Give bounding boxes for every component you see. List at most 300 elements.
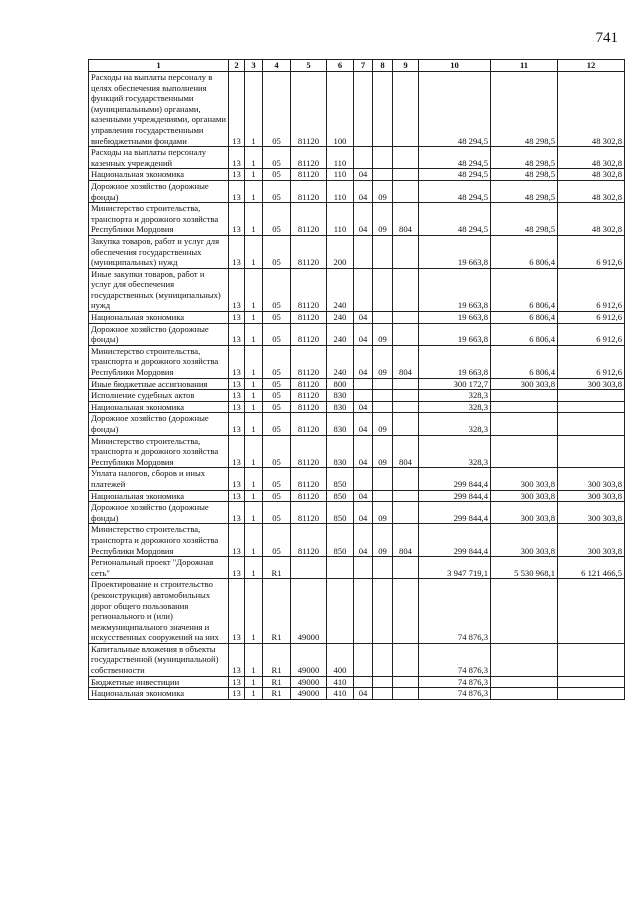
amount-cell xyxy=(491,643,558,676)
code-cell: 81120 xyxy=(291,169,327,181)
code-cell: 81120 xyxy=(291,401,327,413)
amount-cell: 300 172,7 xyxy=(419,378,491,390)
code-cell xyxy=(393,468,419,490)
amount-cell: 48 298,5 xyxy=(491,169,558,181)
code-cell: 81120 xyxy=(291,180,327,202)
code-cell: 830 xyxy=(327,390,354,402)
code-cell: 05 xyxy=(263,169,291,181)
code-cell: 850 xyxy=(327,524,354,557)
amount-cell: 300 303,8 xyxy=(491,524,558,557)
header-cell: 6 xyxy=(327,60,354,72)
amount-cell: 300 303,8 xyxy=(491,490,558,502)
code-cell xyxy=(393,323,419,345)
code-cell: R1 xyxy=(263,676,291,688)
code-cell: 05 xyxy=(263,468,291,490)
code-cell xyxy=(354,643,373,676)
code-cell: 05 xyxy=(263,323,291,345)
code-cell: 81120 xyxy=(291,490,327,502)
header-cell: 4 xyxy=(263,60,291,72)
code-cell: 04 xyxy=(354,323,373,345)
code-cell: 200 xyxy=(327,235,354,268)
amount-cell: 300 303,8 xyxy=(491,502,558,524)
code-cell: 49000 xyxy=(291,579,327,644)
code-cell: 81120 xyxy=(291,468,327,490)
code-cell: 04 xyxy=(354,435,373,468)
code-cell: 13 xyxy=(229,169,245,181)
table-row xyxy=(89,268,625,311)
row-label: Министерство строительства, транспорта и дорожного хозяйства Республики Мордовия xyxy=(89,524,229,557)
row-label: Министерство строительства, транспорта и дорожного хозяйства Республики Мордовия xyxy=(89,435,229,468)
code-cell xyxy=(393,378,419,390)
code-cell: 1 xyxy=(245,579,263,644)
code-cell: 830 xyxy=(327,435,354,468)
code-cell: 09 xyxy=(373,203,393,236)
code-cell: 81120 xyxy=(291,502,327,524)
table-row xyxy=(89,235,625,268)
code-cell: 804 xyxy=(393,345,419,378)
code-cell xyxy=(373,390,393,402)
code-cell: 1 xyxy=(245,268,263,311)
code-cell: 1 xyxy=(245,401,263,413)
table-row xyxy=(89,323,625,345)
code-cell: 49000 xyxy=(291,643,327,676)
code-cell: 05 xyxy=(263,390,291,402)
table-row xyxy=(89,390,625,402)
table-row xyxy=(89,378,625,390)
code-cell: 1 xyxy=(245,147,263,169)
code-cell: 800 xyxy=(327,378,354,390)
code-cell: 13 xyxy=(229,72,245,147)
code-cell xyxy=(354,557,373,579)
code-cell: 1 xyxy=(245,203,263,236)
code-cell: 09 xyxy=(373,502,393,524)
code-cell: 04 xyxy=(354,524,373,557)
code-cell: 04 xyxy=(354,490,373,502)
code-cell: 05 xyxy=(263,147,291,169)
amount-cell xyxy=(558,413,625,435)
code-cell: 49000 xyxy=(291,688,327,700)
table-row xyxy=(89,502,625,524)
amount-cell: 19 663,8 xyxy=(419,235,491,268)
header-row xyxy=(89,60,625,72)
code-cell: 830 xyxy=(327,413,354,435)
amount-cell: 74 876,3 xyxy=(419,688,491,700)
row-label: Национальная экономика xyxy=(89,688,229,700)
code-cell: 05 xyxy=(263,268,291,311)
amount-cell: 300 303,8 xyxy=(491,378,558,390)
code-cell: 1 xyxy=(245,557,263,579)
code-cell xyxy=(393,676,419,688)
code-cell xyxy=(393,413,419,435)
amount-cell: 299 844,4 xyxy=(419,468,491,490)
amount-cell: 48 302,8 xyxy=(558,203,625,236)
code-cell: 13 xyxy=(229,579,245,644)
code-cell: 05 xyxy=(263,235,291,268)
code-cell xyxy=(373,72,393,147)
amount-cell: 48 302,8 xyxy=(558,180,625,202)
code-cell: 13 xyxy=(229,502,245,524)
code-cell: 1 xyxy=(245,323,263,345)
code-cell: R1 xyxy=(263,557,291,579)
header-cell: 9 xyxy=(393,60,419,72)
code-cell: 13 xyxy=(229,468,245,490)
code-cell xyxy=(373,401,393,413)
code-cell: 110 xyxy=(327,147,354,169)
amount-cell: 48 302,8 xyxy=(558,169,625,181)
code-cell: 1 xyxy=(245,345,263,378)
row-label: Уплата налогов, сборов и иных платежей xyxy=(89,468,229,490)
code-cell xyxy=(373,378,393,390)
code-cell: 81120 xyxy=(291,378,327,390)
row-label: Дорожное хозяйство (дорожные фонды) xyxy=(89,502,229,524)
code-cell: 1 xyxy=(245,688,263,700)
code-cell: 13 xyxy=(229,323,245,345)
budget-table xyxy=(88,59,625,700)
code-cell: 804 xyxy=(393,435,419,468)
code-cell: 05 xyxy=(263,378,291,390)
code-cell: R1 xyxy=(263,688,291,700)
header-cell: 12 xyxy=(558,60,625,72)
code-cell: 13 xyxy=(229,490,245,502)
amount-cell: 300 303,8 xyxy=(558,378,625,390)
code-cell xyxy=(393,579,419,644)
amount-cell xyxy=(491,676,558,688)
amount-cell: 74 876,3 xyxy=(419,643,491,676)
code-cell: R1 xyxy=(263,579,291,644)
header-cell: 7 xyxy=(354,60,373,72)
row-label: Бюджетные инвестиции xyxy=(89,676,229,688)
amount-cell xyxy=(558,643,625,676)
code-cell: 81120 xyxy=(291,72,327,147)
header-cell: 10 xyxy=(419,60,491,72)
code-cell: 110 xyxy=(327,180,354,202)
header-cell: 2 xyxy=(229,60,245,72)
table-row xyxy=(89,524,625,557)
code-cell xyxy=(354,468,373,490)
code-cell: 04 xyxy=(354,169,373,181)
amount-cell xyxy=(558,390,625,402)
code-cell: 05 xyxy=(263,312,291,324)
amount-cell: 48 298,5 xyxy=(491,147,558,169)
amount-cell: 300 303,8 xyxy=(491,468,558,490)
row-label: Национальная экономика xyxy=(89,401,229,413)
amount-cell: 328,3 xyxy=(419,390,491,402)
code-cell: 1 xyxy=(245,502,263,524)
code-cell: 13 xyxy=(229,268,245,311)
table-row xyxy=(89,557,625,579)
amount-cell xyxy=(491,401,558,413)
code-cell: 05 xyxy=(263,180,291,202)
code-cell xyxy=(393,147,419,169)
table-row xyxy=(89,676,625,688)
code-cell xyxy=(373,557,393,579)
amount-cell: 299 844,4 xyxy=(419,524,491,557)
header-cell: 11 xyxy=(491,60,558,72)
code-cell: 1 xyxy=(245,378,263,390)
row-label: Исполнение судебных актов xyxy=(89,390,229,402)
table-row xyxy=(89,490,625,502)
code-cell: 05 xyxy=(263,401,291,413)
row-label: Закупка товаров, работ и услуг для обеспечения государственных (муниципальных) нужд xyxy=(89,235,229,268)
code-cell: 1 xyxy=(245,413,263,435)
table-row xyxy=(89,169,625,181)
amount-cell: 6 806,4 xyxy=(491,345,558,378)
code-cell: 13 xyxy=(229,688,245,700)
amount-cell: 48 298,5 xyxy=(491,72,558,147)
code-cell xyxy=(354,147,373,169)
code-cell: 09 xyxy=(373,323,393,345)
code-cell: 09 xyxy=(373,180,393,202)
code-cell: 1 xyxy=(245,490,263,502)
row-label: Капитальные вложения в объекты государственной (муниципальной) собственности xyxy=(89,643,229,676)
header-cell: 3 xyxy=(245,60,263,72)
code-cell xyxy=(291,557,327,579)
code-cell: 04 xyxy=(354,413,373,435)
row-label: Национальная экономика xyxy=(89,169,229,181)
amount-cell: 6 912,6 xyxy=(558,268,625,311)
amount-cell: 48 294,5 xyxy=(419,203,491,236)
amount-cell xyxy=(558,401,625,413)
code-cell: 240 xyxy=(327,345,354,378)
code-cell: 13 xyxy=(229,378,245,390)
amount-cell xyxy=(491,579,558,644)
code-cell xyxy=(393,180,419,202)
amount-cell: 6 912,6 xyxy=(558,312,625,324)
table-row xyxy=(89,203,625,236)
code-cell: 04 xyxy=(354,203,373,236)
code-cell: 850 xyxy=(327,502,354,524)
row-label: Расходы на выплаты персоналу казенных учреждений xyxy=(89,147,229,169)
code-cell xyxy=(393,235,419,268)
code-cell: 09 xyxy=(373,345,393,378)
amount-cell: 300 303,8 xyxy=(558,502,625,524)
code-cell xyxy=(354,378,373,390)
code-cell xyxy=(373,268,393,311)
code-cell xyxy=(354,72,373,147)
code-cell xyxy=(373,643,393,676)
code-cell: 05 xyxy=(263,345,291,378)
amount-cell: 48 302,8 xyxy=(558,72,625,147)
amount-cell: 48 294,5 xyxy=(419,180,491,202)
amount-cell: 6 912,6 xyxy=(558,235,625,268)
code-cell: 1 xyxy=(245,72,263,147)
header-cell: 5 xyxy=(291,60,327,72)
code-cell xyxy=(354,235,373,268)
code-cell: 13 xyxy=(229,413,245,435)
code-cell: 1 xyxy=(245,180,263,202)
amount-cell: 6 912,6 xyxy=(558,345,625,378)
code-cell: 13 xyxy=(229,312,245,324)
code-cell xyxy=(373,147,393,169)
code-cell: 240 xyxy=(327,323,354,345)
code-cell: 13 xyxy=(229,401,245,413)
row-label: Иные закупки товаров, работ и услуг для обеспечения государственных (муниципальных) нужд xyxy=(89,268,229,311)
row-label: Национальная экономика xyxy=(89,312,229,324)
code-cell xyxy=(373,468,393,490)
code-cell: 400 xyxy=(327,643,354,676)
code-cell: 13 xyxy=(229,435,245,468)
code-cell xyxy=(373,579,393,644)
code-cell xyxy=(354,390,373,402)
amount-cell xyxy=(491,390,558,402)
amount-cell: 5 530 968,1 xyxy=(491,557,558,579)
table-row xyxy=(89,579,625,644)
amount-cell: 74 876,3 xyxy=(419,676,491,688)
amount-cell: 6 806,4 xyxy=(491,268,558,311)
code-cell: 13 xyxy=(229,203,245,236)
code-cell xyxy=(327,557,354,579)
page-number: 741 xyxy=(595,30,618,46)
amount-cell: 48 294,5 xyxy=(419,147,491,169)
code-cell: 05 xyxy=(263,502,291,524)
code-cell: 1 xyxy=(245,390,263,402)
code-cell: 804 xyxy=(393,203,419,236)
amount-cell xyxy=(491,435,558,468)
code-cell xyxy=(393,268,419,311)
amount-cell: 299 844,4 xyxy=(419,502,491,524)
row-label: Проектирование и строительство (реконструкция) автомобильных дорог общего пользования регионального и (или) межмуниципального значения и искусственных сооружений на них xyxy=(89,579,229,644)
table-row xyxy=(89,643,625,676)
table-row xyxy=(89,180,625,202)
code-cell xyxy=(393,643,419,676)
code-cell xyxy=(393,401,419,413)
amount-cell: 6 806,4 xyxy=(491,312,558,324)
amount-cell: 74 876,3 xyxy=(419,579,491,644)
amount-cell: 19 663,8 xyxy=(419,345,491,378)
row-label: Национальная экономика xyxy=(89,490,229,502)
table-row xyxy=(89,147,625,169)
code-cell: 09 xyxy=(373,435,393,468)
code-cell: 05 xyxy=(263,203,291,236)
row-label: Региональный проект "Дорожная сеть" xyxy=(89,557,229,579)
amount-cell: 3 947 719,1 xyxy=(419,557,491,579)
amount-cell: 6 121 466,5 xyxy=(558,557,625,579)
code-cell: 1 xyxy=(245,312,263,324)
row-label: Дорожное хозяйство (дорожные фонды) xyxy=(89,180,229,202)
code-cell: 04 xyxy=(354,688,373,700)
code-cell: 81120 xyxy=(291,235,327,268)
row-label: Расходы на выплаты персоналу в целях обеспечения выполнения функций государственными (муниципальными) органами, казенными учреждениями, органами управления государственными внебюджетными фондами xyxy=(89,72,229,147)
amount-cell: 48 302,8 xyxy=(558,147,625,169)
amount-cell: 300 303,8 xyxy=(558,524,625,557)
code-cell xyxy=(373,312,393,324)
code-cell xyxy=(393,688,419,700)
code-cell: 05 xyxy=(263,524,291,557)
code-cell: 09 xyxy=(373,524,393,557)
code-cell xyxy=(354,268,373,311)
code-cell: 13 xyxy=(229,147,245,169)
code-cell: 240 xyxy=(327,268,354,311)
code-cell: 04 xyxy=(354,401,373,413)
code-cell xyxy=(393,490,419,502)
amount-cell: 48 298,5 xyxy=(491,180,558,202)
code-cell: 81120 xyxy=(291,323,327,345)
code-cell: 05 xyxy=(263,435,291,468)
amount-cell: 48 294,5 xyxy=(419,169,491,181)
code-cell: 13 xyxy=(229,345,245,378)
amount-cell: 48 298,5 xyxy=(491,203,558,236)
code-cell xyxy=(373,676,393,688)
code-cell xyxy=(373,235,393,268)
code-cell: 04 xyxy=(354,312,373,324)
row-label: Министерство строительства, транспорта и дорожного хозяйства Республики Мордовия xyxy=(89,203,229,236)
code-cell: 81120 xyxy=(291,345,327,378)
amount-cell: 299 844,4 xyxy=(419,490,491,502)
row-label: Министерство строительства, транспорта и дорожного хозяйства Республики Мордовия xyxy=(89,345,229,378)
code-cell: 05 xyxy=(263,490,291,502)
code-cell: 1 xyxy=(245,524,263,557)
code-cell: 04 xyxy=(354,345,373,378)
table-row xyxy=(89,401,625,413)
code-cell: 13 xyxy=(229,235,245,268)
code-cell: 1 xyxy=(245,676,263,688)
code-cell xyxy=(393,312,419,324)
amount-cell xyxy=(558,579,625,644)
code-cell: 830 xyxy=(327,401,354,413)
code-cell: 110 xyxy=(327,203,354,236)
code-cell xyxy=(393,502,419,524)
code-cell: 13 xyxy=(229,557,245,579)
amount-cell: 6 912,6 xyxy=(558,323,625,345)
amount-cell xyxy=(491,688,558,700)
row-label: Дорожное хозяйство (дорожные фонды) xyxy=(89,413,229,435)
amount-cell xyxy=(558,688,625,700)
amount-cell: 300 303,8 xyxy=(558,490,625,502)
code-cell xyxy=(393,169,419,181)
amount-cell: 328,3 xyxy=(419,401,491,413)
table-row xyxy=(89,688,625,700)
code-cell xyxy=(393,557,419,579)
code-cell: 49000 xyxy=(291,676,327,688)
code-cell: 81120 xyxy=(291,435,327,468)
code-cell: 100 xyxy=(327,72,354,147)
code-cell: 81120 xyxy=(291,268,327,311)
amount-cell xyxy=(558,676,625,688)
code-cell xyxy=(393,390,419,402)
code-cell xyxy=(373,169,393,181)
code-cell: 1 xyxy=(245,435,263,468)
amount-cell: 328,3 xyxy=(419,435,491,468)
amount-cell xyxy=(491,413,558,435)
code-cell: 804 xyxy=(393,524,419,557)
code-cell: 1 xyxy=(245,468,263,490)
amount-cell: 19 663,8 xyxy=(419,323,491,345)
code-cell: 05 xyxy=(263,72,291,147)
code-cell: 13 xyxy=(229,676,245,688)
amount-cell: 48 294,5 xyxy=(419,72,491,147)
amount-cell: 19 663,8 xyxy=(419,268,491,311)
code-cell: 81120 xyxy=(291,390,327,402)
code-cell: 110 xyxy=(327,169,354,181)
code-cell: 81120 xyxy=(291,524,327,557)
code-cell: 05 xyxy=(263,413,291,435)
code-cell: 850 xyxy=(327,468,354,490)
code-cell: 13 xyxy=(229,524,245,557)
code-cell: 81120 xyxy=(291,312,327,324)
row-label: Иные бюджетные ассигнования xyxy=(89,378,229,390)
code-cell: 81120 xyxy=(291,203,327,236)
code-cell: 850 xyxy=(327,490,354,502)
amount-cell: 300 303,8 xyxy=(558,468,625,490)
amount-cell: 6 806,4 xyxy=(491,323,558,345)
code-cell xyxy=(373,490,393,502)
table-row xyxy=(89,435,625,468)
code-cell: 13 xyxy=(229,390,245,402)
code-cell: R1 xyxy=(263,643,291,676)
code-cell xyxy=(393,72,419,147)
code-cell: 04 xyxy=(354,180,373,202)
amount-cell: 6 806,4 xyxy=(491,235,558,268)
